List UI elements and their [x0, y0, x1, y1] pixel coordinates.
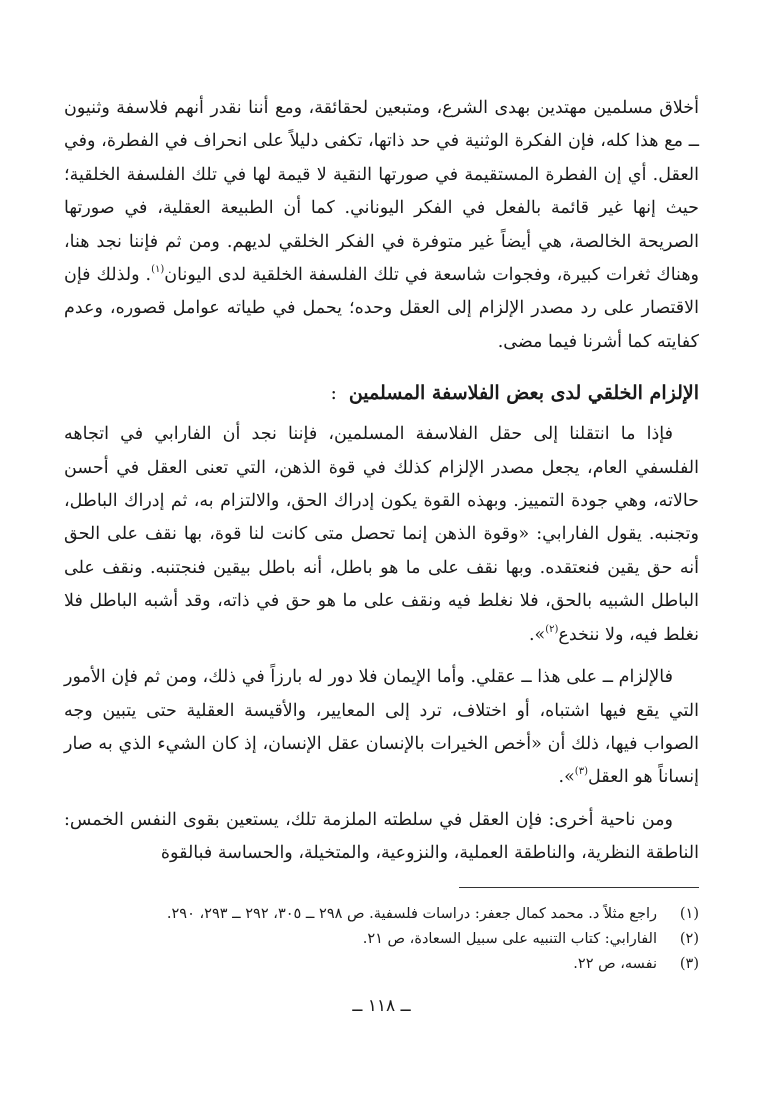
section-heading-colon: :	[330, 382, 337, 405]
paragraph-4-text: ومن ناحية أخرى: فإن العقل في سلطته الملزمة تلك، يستعين بقوى النفس الخمس: الناطقة النظرية، والناطقة العملية، والنزوعية، والمتخيلة، والحساسة فبالقوة	[64, 809, 699, 864]
paragraph-3-tail: ».	[558, 767, 575, 788]
section-heading-text: الإلزام الخلقي لدى بعض الفلاسفة المسلمين	[348, 382, 699, 405]
footnote-ref-3[interactable]: (٣)	[574, 766, 588, 778]
footnote-number: (٣)	[679, 955, 699, 972]
page-number: ــ ١١٨ ــ	[352, 996, 411, 1016]
footnotes	[64, 902, 699, 977]
paragraph-2-text: فإذا ما انتقلنا إلى حقل الفلاسفة المسلمين، فإننا نجد أن الفارابي في اتجاهه الفلسفي العام، يجعل مصدر الإلزام كذلك في قوة الذهن، التي تعنى العقل في أحسن حالاته، وهي جودة التمييز. وبهذه القوة يكون إدراك الحق، والالتزام به، ثم إدراك الباطل، وتجنبه. يقول الفارابي: «وقوة الذهن إنما تحصل متى كانت لنا قوة، بها نقف على الحق أنه حق يقين فنعتقده. وبها نقف على ما هو باطل، أنه باطل بيقين فنجتنبه. ونقف على الباطل الشبيه بالحق، فلا نغلط فيه ونقف على ما هو حق في ذاته، وقد أشبه الباطل فلا نغلط فيه، ولا ننخدع	[64, 424, 699, 645]
paragraph-2-tail: ».	[528, 624, 546, 645]
footnote-item	[64, 927, 699, 952]
paragraph-4	[64, 804, 699, 871]
footnote-item	[64, 902, 699, 927]
paragraph-1-tail: . ولذلك فإن الاقتصار على رد مصدر الإلزام إلى العقل وحده؛ يحمل في طياته عوامل قصوره، وعدم كفايته كما أشرنا فيما مضى.	[64, 265, 699, 352]
footnote-text: راجع مثلاً د. محمد كمال جعفر: دراسات فلسفية. ص ٢٩٨ ــ ٣٠٥، ٢٩٢ ــ ٢٩٣، ٢٩٠.	[166, 905, 657, 922]
footnote-ref-1[interactable]: (١)	[151, 264, 165, 276]
footnote-item	[64, 952, 699, 977]
paragraph-1	[64, 92, 699, 359]
footnote-text: نفسه، ص ٢٢.	[573, 955, 657, 972]
footnote-number: (١)	[679, 905, 699, 922]
footnote-divider	[459, 887, 699, 888]
paragraph-1-text: أخلاق مسلمين مهتدين بهدى الشرع، ومتبعين لحقائقة، ومع أننا نقدر أنهم فلاسفة وثنيون ــ مع هذا كله، فإن الفكرة الوثنية في حد ذاتها، تكفى دليلاً على انحراف في الفطرة، وفي العقل. أي إن الفطرة المستقيمة في صورتها النقية لا قيمة لها في تلك الفلسفة الخلقية؛ حيث إنها غير قائمة بالفعل في الفكر اليوناني. كما أن الطبيعة العقلية، في صورتها الصريحة الخالصة، هي أيضاً غير متوفرة في الفكر الخلقي لديهم. ومن ثم فإننا نجد هنا، وهناك ثغرات كبيرة، وفجوات شاسعة في تلك الفلسفة الخلقية لدى اليونان	[64, 98, 699, 286]
footnote-text: الفارابي: كتاب التنبيه على سبيل السعادة، ص ٢١.	[362, 930, 657, 947]
paragraph-2	[64, 418, 699, 652]
section-heading	[64, 376, 699, 410]
footnote-number: (٢)	[679, 930, 699, 947]
paragraph-3-text: فالإلزام ــ على هذا ــ عقلي. وأما الإيمان فلا دور له بارزاً في ذلك، ومن ثم فإن الأمور التي يقع فيها اشتباه، أو اختلاف، ترد إلى المعايير، والأقيسة العقلية حتى يتبين وجه الصواب فيها، ذلك أن «أخص الخيرات بالإنسان عقل الإنسان، إذ كان الشيء الذي به صار إنساناً هو العقل	[64, 667, 699, 788]
paragraph-3	[64, 661, 699, 795]
footnote-ref-2[interactable]: (٢)	[545, 623, 559, 635]
